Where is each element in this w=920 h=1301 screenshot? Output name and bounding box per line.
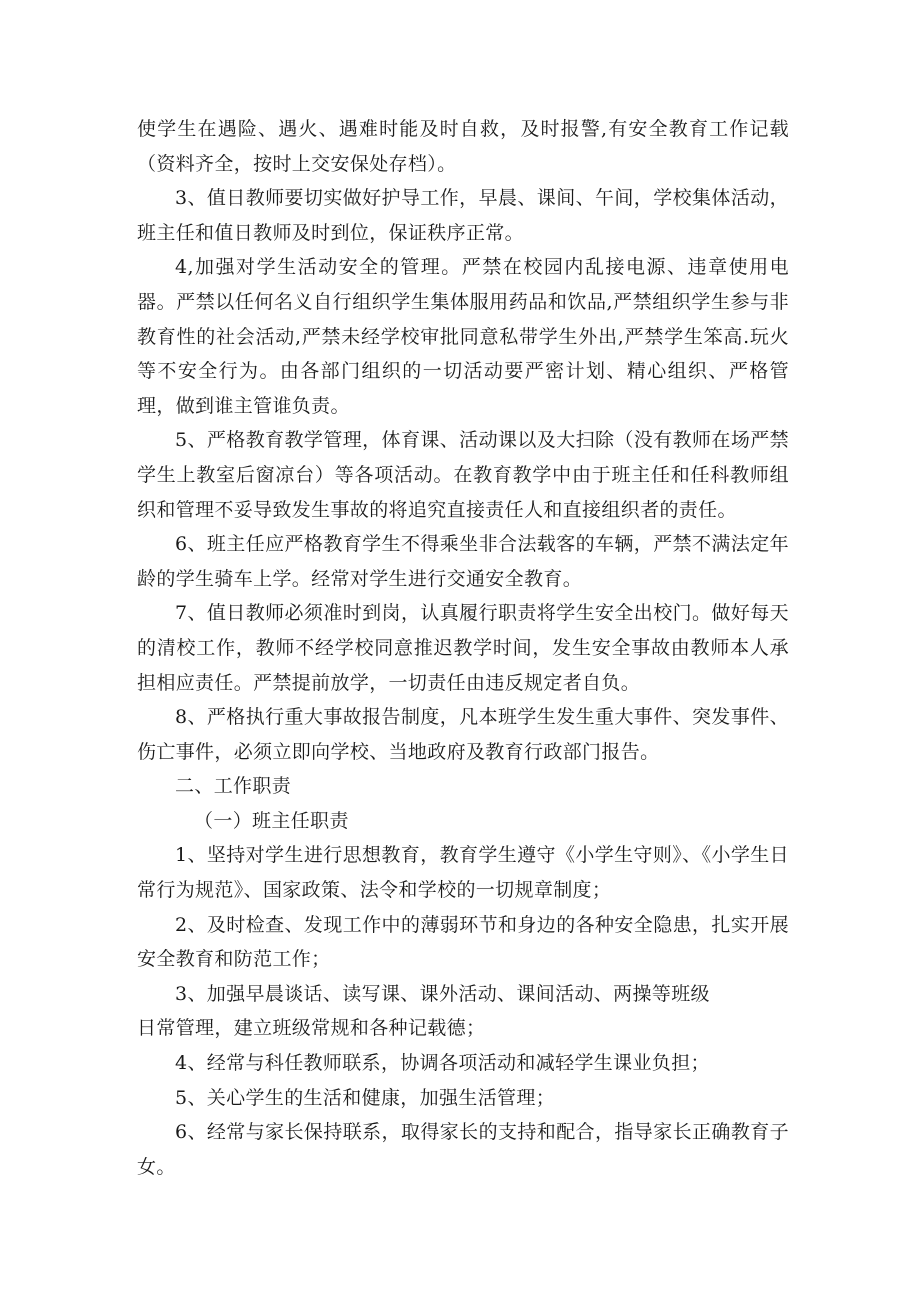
duty-item-4: 4、经常与科任教师联系，协调各项活动和减轻学生课业负担；	[175, 1052, 710, 1075]
paragraph-item-7: 7、值日教师必须准时到岗，认真履行职责将学生安全出校门。做好每天的清校工作，教师不经学校同意推迟教学时间，发生安全事故由教师本人承担相应责任。严禁提前放学，一切责任由违反规定者自负。	[137, 602, 789, 694]
duty-item-3-line-1: 3、加强早晨谈话、读写课、课外活动、课间活动、两操等班级	[175, 982, 710, 1005]
section-heading-work-duties: 二、工作职责	[175, 775, 292, 798]
duty-item-3	[137, 977, 789, 1046]
paragraph-item-6: 6、班主任应严格教育学生不得乘坐非合法载客的车辆，严禁不满法定年龄的学生骑车上学。经常对学生进行交通安全教育。	[137, 533, 789, 590]
paragraph-item-5: 5、严格教育教学管理，体育课、活动课以及大扫除（没有教师在场严禁学生上教室后窗凉台）等各项活动。在教育教学中由于班主任和任科教师组织和管理不妥导致发生事故的将追究直接责任人和直接组织者的责任。	[137, 429, 789, 521]
document-body	[137, 112, 789, 1184]
paragraph-item-8: 8、严格执行重大事故报告制度，凡本班学生发生重大事件、突发事件、伤亡事件，必须立即向学校、当地政府及教育行政部门报告。	[137, 706, 789, 763]
duty-item-3-line-2: 日常管理，建立班级常规和各种记载德；	[137, 1017, 486, 1040]
duty-item-6: 6、经常与家长保持联系，取得家长的支持和配合，指导家长正确教育子女。	[137, 1121, 789, 1178]
paragraph-item-4: 4,加强对学生活动安全的管理。严禁在校园内乱接电源、违章使用电器。严禁以任何名义自行组织学生集体服用药品和饮品,严禁组织学生参与非教育性的社会活动,严禁未经学校审批同意私带学生外出,严禁学生笨高.玩火等不安全行为。由各部门组织的一切活动要严密计划、精心组织、严格管理，做到谁主管谁负责。	[137, 256, 789, 417]
subsection-heading-class-teacher: （一）班主任职责	[194, 809, 349, 832]
paragraph-continuation: 使学生在遇险、遇火、遇难时能及时自救，及时报警,有安全教育工作记载（资料齐全，按时上交安保处存档）。	[137, 118, 789, 175]
duty-item-2: 2、及时检查、发现工作中的薄弱环节和身边的各种安全隐患，扎实开展安全教育和防范工作；	[137, 913, 789, 971]
duty-item-1: 1、坚持对学生进行思想教育，教育学生遵守《小学生守则》、《小学生日常行为规范》、国家政策、法令和学校的一切规章制度；	[137, 844, 789, 902]
paragraph-item-3: 3、值日教师要切实做好护导工作，早晨、课间、午间，学校集体活动，班主任和值日教师及时到位，保证秩序正常。	[137, 187, 789, 244]
duty-item-5: 5、关心学生的生活和健康，加强生活管理；	[175, 1086, 556, 1109]
